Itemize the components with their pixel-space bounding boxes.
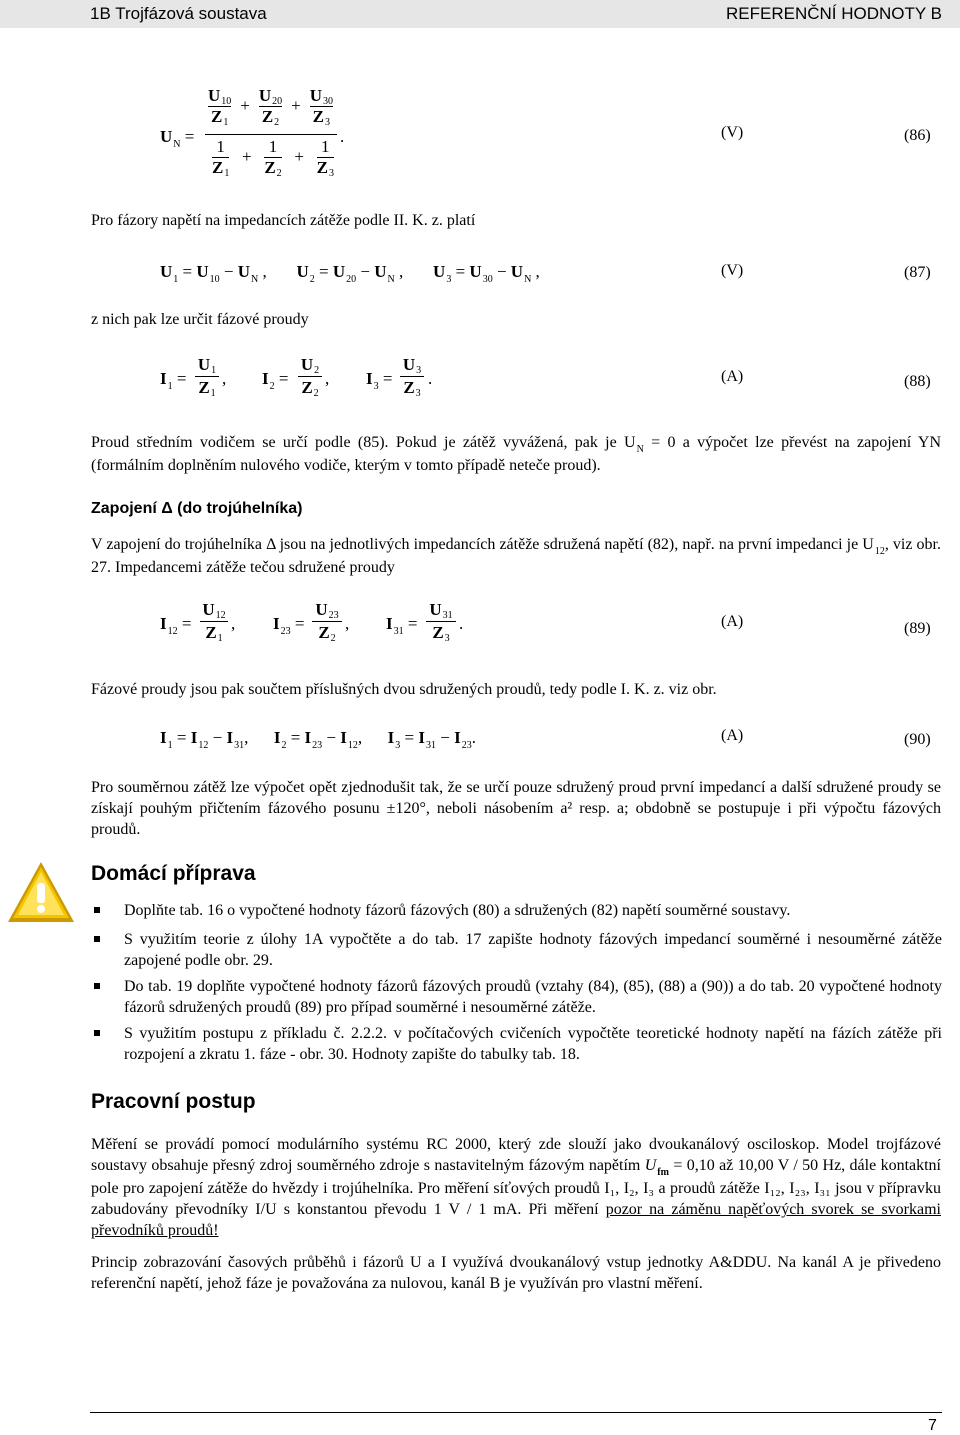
eq89-i12: $I_{12}$ = (160, 614, 192, 637)
eq88-frac2: U2 Z2 (298, 355, 322, 398)
eq88-comma2: , (325, 369, 330, 388)
eq86-main-bar (205, 134, 337, 135)
eq86-lhs: $U_N$ = (160, 127, 195, 150)
paragraph-2: z nich pak lze určit fázové proudy (91, 311, 309, 328)
warning-icon (4, 858, 78, 933)
eq88-i3: $I_3$ = (366, 369, 393, 392)
bullet-marker (94, 907, 100, 913)
eq86-period: . (340, 127, 345, 146)
p4-text-b: , viz obr. 27. Impedancemi zátěže tečou sdružené proudy (91, 536, 941, 576)
p7-text-a: Měření se provádí pomocí modulárního systému RC 2000, který zde slouží jako dvoukanálový osciloskop. Model trojfázové soustavy obsahuje přesný zdroj souměrného zdroje s nastavitelným fázovým napětím (91, 1136, 941, 1174)
eq88-i1: $I_1$ = (160, 369, 187, 392)
paragraph-7 (91, 1134, 941, 1241)
eq89-period: . (459, 614, 464, 633)
eq88-i2: $I_2$ = (262, 369, 289, 392)
paragraph-5: Fázové proudy jsou pak součtem příslušných dvou sdružených proudů, tedy podle I. K. z. viz obr. (91, 681, 717, 698)
eq89-frac1: U12 Z1 (200, 600, 228, 643)
eq86-numerator: U10 Z1 + U20 Z2 + U30 Z3 (208, 86, 333, 128)
eq89-comma1: , (231, 614, 236, 633)
eq86-number: (86) (904, 127, 931, 144)
bullet-item: Do tab. 19 doplňte vypočtené hodnoty fázorů fázových proudů (vztahy (84), (85), (88) a (90)) a do tab. 20 vypočtené hodnoty fázorů sdružených proudů (89) pro případ souměrné i nesouměrné zátěže. (124, 978, 942, 1016)
p3-sub: N (636, 444, 644, 455)
p7-ufm-sub: fm (657, 1167, 669, 1178)
p4-sub: 12 (874, 546, 885, 557)
eq88-comma1: , (222, 369, 227, 388)
heading-home-prep: Domácí příprava (91, 862, 256, 885)
header-left: 1B Trojfázová soustava (90, 4, 267, 23)
p7-ufm: U (644, 1157, 657, 1174)
paragraph-8: Princip zobrazování časových průběhů i fázorů U a I využívá dvoukanálový vstup jednotky A&DDU. Na kanál A je přivedeno referenční napětí, jehož fáze je považována za nulovou, kanál B je využíván pro vlastní měření. (91, 1254, 941, 1292)
paragraph-1: Pro fázory napětí na impedancích zátěže podle II. K. z. platí (91, 212, 476, 229)
header-right: REFERENČNÍ HODNOTY B (726, 4, 942, 23)
eq90-number: (90) (904, 731, 931, 748)
p7-text-b: = 0,10 až 10,00 V / 50 Hz, dále kontaktní pole pro zapojení zátěže do hvězdy i trojúhelníka. Pro měření síťových proudů I₁, I₂, I₃ a proudů zátěže I₁₂, I₂₃, I₃₁ jsou v přípravku zabudovány převodníky I/U s konstantou převodu 1 V / 1 mA. Při měření (91, 1157, 942, 1218)
eq88-unit: (A) (721, 368, 744, 385)
p7-warning: pozor na záměnu napěťových svorek se svorkami převodníků proudů! (91, 1201, 942, 1239)
bullet-marker (94, 1030, 100, 1036)
eq90-unit: (A) (721, 727, 744, 744)
heading-delta: Zapojení Δ (do trojúhelníka) (91, 500, 303, 517)
p4-text-a: V zapojení do trojúhelníka Δ jsou na jednotlivých impedancích zátěže sdružená napětí (82), např. na první impedanci je U (91, 536, 874, 553)
paragraph-6: Pro souměrnou zátěž lze výpočet opět zjednodušit tak, že se určí pouze sdružený proud první impedancí a další sdružené proudy se získají pouhým přičtením fázového posunu ±120°, neboli násobením a² resp. a; obdobně se postupuje i při výpočtu fázových proudů. (91, 779, 941, 838)
eq87-formula: $U_1 = U_{10} - U_N$ , $U_2 = U_{20} - U_N$ , $U_3 = U_{30} - U_N$ , (160, 262, 540, 285)
eq87-unit: (V) (721, 262, 744, 279)
paragraph-3 (91, 432, 941, 476)
eq88-frac1: U1 Z1 (195, 355, 219, 398)
p3-rest: = 0 a výpočet lze převést na zapojení YN (formálním doplněním nulového vodiče, kterým v tomto případě neteče proud). (91, 434, 942, 474)
eq89-unit: (A) (721, 613, 744, 630)
eq89-number: (89) (904, 620, 931, 637)
eq87-number: (87) (904, 264, 931, 281)
eq86-unit: (V) (721, 124, 744, 141)
eq88-frac3: U3 Z3 (400, 355, 424, 398)
eq89-frac2: U23 Z2 (312, 600, 342, 643)
heading-procedure: Pracovní postup (91, 1090, 256, 1113)
page-number: 7 (928, 1417, 937, 1434)
eq88-period: . (428, 369, 433, 388)
p3-text: Proud středním vodičem se určí podle (85). Pokud je zátěž vyvážená, pak je U (91, 434, 636, 451)
bullet-item: S využitím teorie z úlohy 1A vypočtěte a do tab. 17 zapište hodnoty fázových impedancí souměrné i nesouměrné zátěže zapojené podle obr. 29. (124, 931, 942, 969)
eq88-number: (88) (904, 373, 931, 390)
eq89-i31: $I_{31}$ = (386, 614, 418, 637)
eq89-i23: $I_{23}$ = (273, 614, 305, 637)
bullet-marker (94, 983, 100, 989)
bullet-marker (94, 936, 100, 942)
eq86-denominator: 1 Z1 + 1 Z2 + 1 Z3 (212, 137, 334, 179)
eq89-comma2: , (345, 614, 350, 633)
eq90-formula: $I_1 = I_{12} - I_{31}$, $I_2 = I_{23} - I_{12}$, $I_3 = I_{31} - I_{23}$. (160, 728, 476, 751)
page-header (0, 0, 960, 28)
footer-rule (90, 1412, 942, 1413)
bullet-item: Doplňte tab. 16 o vypočtené hodnoty fázorů fázových (80) a sdružených (82) napětí souměrné soustavy. (124, 902, 791, 919)
eq89-frac3: U31 Z3 (426, 600, 456, 643)
bullet-item: S využitím postupu z příkladu č. 2.2.2. v počítačových cvičeních vypočtěte teoretické hodnoty napětí na fázích zátěže při rozpojení a zkratu 1. fáze - obr. 30. Hodnoty zapište do tabulky tab. 18. (124, 1025, 942, 1063)
paragraph-4 (91, 534, 941, 578)
